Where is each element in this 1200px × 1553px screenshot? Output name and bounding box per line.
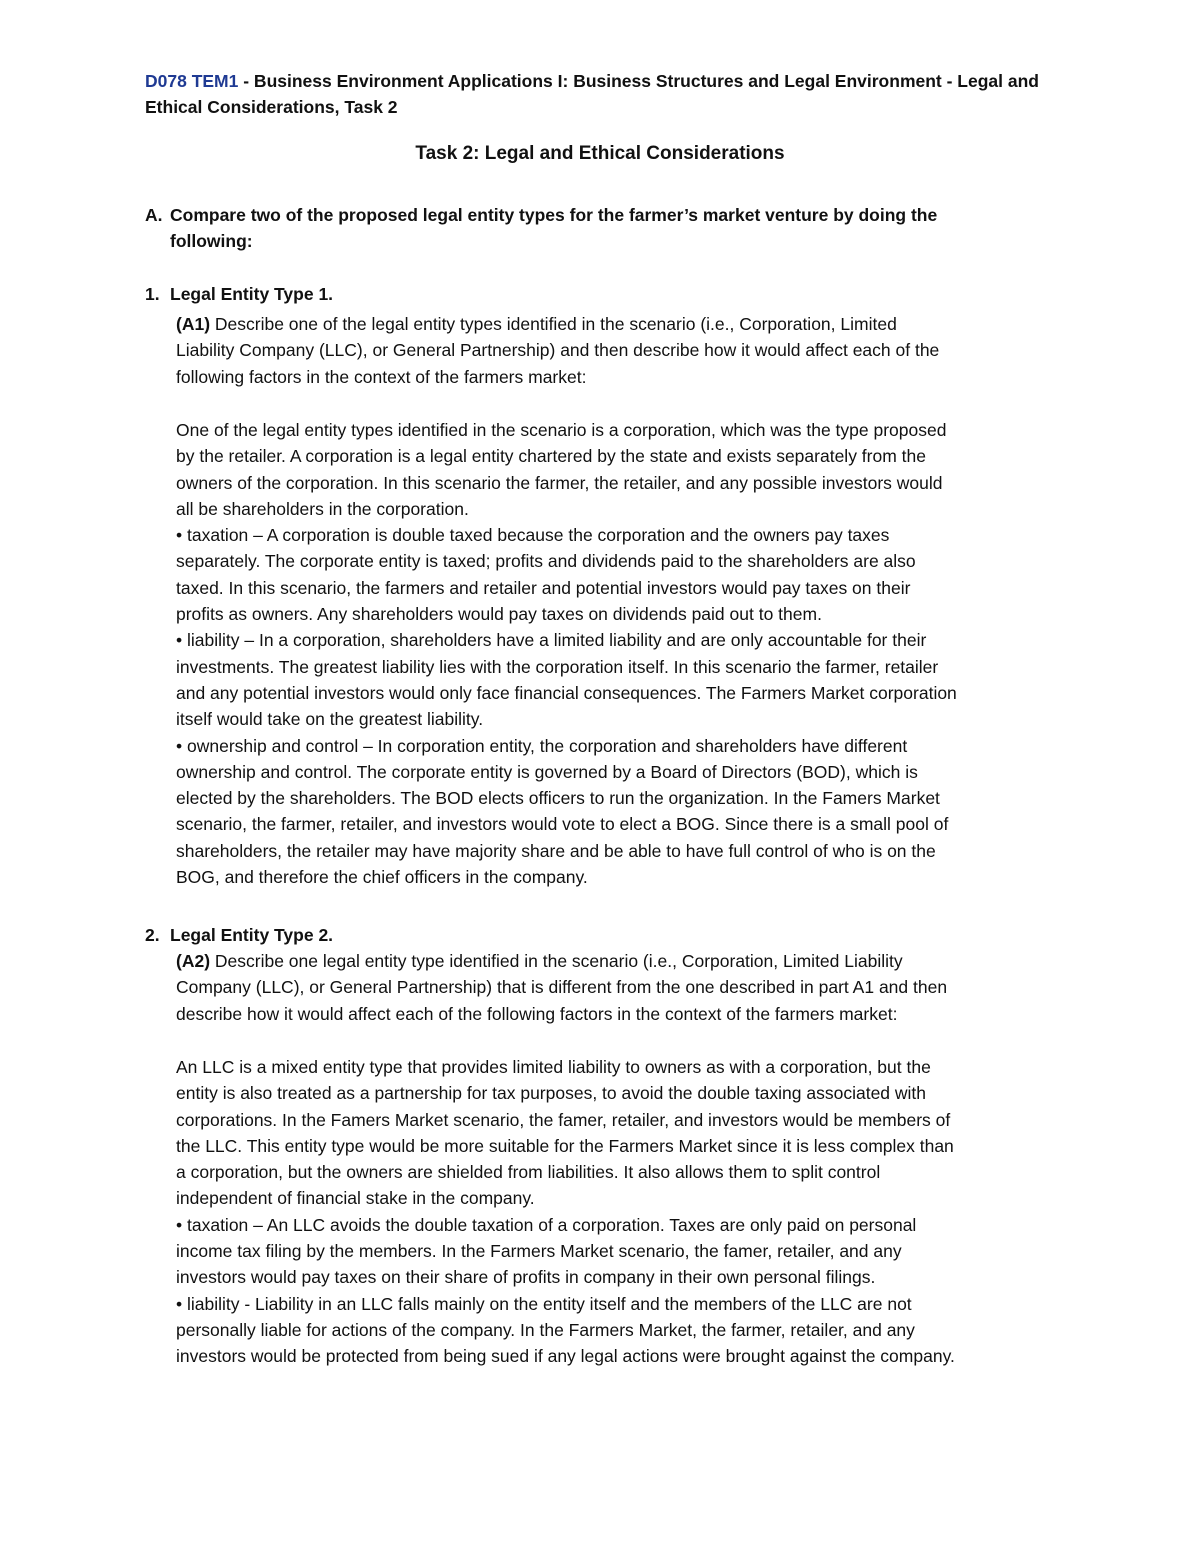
answer-line: and any potential investors would only face financial consequences. The Farmers Market corporation: [176, 682, 957, 703]
answer-line: • ownership and control – In corporation entity, the corporation and shareholders have different: [176, 735, 908, 756]
answer-line: separately. The corporate entity is taxed; profits and dividends paid to the shareholders are also: [176, 551, 916, 572]
answer-line: One of the legal entity types identified in the scenario is a corporation, which was the type proposed: [176, 420, 947, 440]
answer-line: investors would pay taxes on their share of profits in company in their own personal filings.: [176, 1267, 876, 1288]
answer-line: • taxation – An LLC avoids the double taxation of a corporation. Taxes are only paid on personal: [176, 1214, 917, 1235]
answer-line: scenario, the farmer, retailer, and investors would vote to elect a BOG. Since there is a small pool of: [176, 814, 949, 835]
answer-line: BOG, and therefore the chief officers in the company.: [176, 867, 588, 888]
entity-1-marker: 1.: [145, 284, 160, 304]
entity-2-answer: [176, 1054, 1076, 1370]
entity-1-prompt-line: Liability Company (LLC), or General Partnership) and then describe how it would affect each of the: [176, 340, 940, 361]
answer-line: investors would be protected from being sued if any legal actions were brought against the company.: [176, 1346, 955, 1367]
section-a-line-2: following:: [170, 231, 253, 251]
entity-1-prompt-line: Describe one of the legal entity types identified in the scenario (i.e., Corporation, Limited: [210, 314, 897, 334]
answer-line: investments. The greatest liability lies with the corporation itself. In this scenario the farmer, retailer: [176, 656, 939, 677]
answer-line: ownership and control. The corporate entity is governed by a Board of Directors (BOD), which is: [176, 761, 918, 782]
answer-line: profits as owners. Any shareholders would pay taxes on dividends paid out to them.: [176, 604, 822, 625]
entity-2-prompt: [176, 948, 1076, 1027]
answer-line: shareholders, the retailer may have majority share and be able to have full control of who is on the: [176, 840, 936, 861]
course-title: - Business Environment Applications I: Business Structures and Legal Environment - Legal and Ethical Considerations, Task 2: [145, 71, 1039, 117]
answer-line: personally liable for actions of the company. In the Farmers Market, the farmer, retailer, and any: [176, 1319, 915, 1340]
answer-line: owners of the corporation. In this scenario the farmer, the retailer, and any possible investors would: [176, 472, 943, 493]
course-code: D078 TEM1: [145, 71, 239, 91]
entity-1-prompt-tag: (A1): [176, 314, 211, 334]
section-a-line-1: Compare two of the proposed legal entity types for the farmer’s market venture by doing the: [170, 205, 938, 225]
answer-line: • liability – In a corporation, shareholders have a limited liability and are only accountable for their: [176, 630, 927, 651]
answer-line: corporations. In the Famers Market scenario, the famer, retailer, and investors would be members of: [176, 1109, 951, 1130]
entity-1-prompt-line: following factors in the context of the farmers market:: [176, 366, 587, 387]
answer-line: • taxation – A corporation is double taxed because the corporation and the owners pay taxes: [176, 525, 890, 546]
entity-2-marker: 2.: [145, 925, 160, 945]
entity-2-heading: [145, 925, 333, 946]
answer-line: An LLC is a mixed entity type that provides limited liability to owners as with a corporation, but the: [176, 1057, 931, 1077]
section-a-heading: [145, 202, 1045, 254]
answer-line: entity is also treated as a partnership for tax purposes, to avoid the double taxing associated with: [176, 1083, 927, 1104]
answer-line: a corporation, but the owners are shielded from liabilities. It also allows them to split control: [176, 1162, 881, 1183]
section-a-marker: A.: [145, 205, 163, 225]
answer-line: taxed. In this scenario, the farmers and retailer and potential investors would pay taxes on their: [176, 577, 911, 598]
entity-1-prompt: [176, 311, 1076, 390]
answer-line: independent of financial stake in the company.: [176, 1188, 535, 1209]
entity-2-prompt-line: Company (LLC), or General Partnership) that is different from the one described in part A1 and then: [176, 977, 948, 998]
answer-line: elected by the shareholders. The BOD elects officers to run the organization. In the Famers Market: [176, 788, 940, 809]
answer-line: itself would take on the greatest liability.: [176, 709, 484, 730]
entity-2-title: Legal Entity Type 2.: [170, 925, 334, 945]
entity-1-answer: [176, 417, 1076, 890]
answer-line: the LLC. This entity type would be more suitable for the Farmers Market since it is less complex than: [176, 1135, 954, 1156]
answer-line: by the retailer. A corporation is a legal entity chartered by the state and exists separately from the: [176, 446, 926, 467]
answer-line: all be shareholders in the corporation.: [176, 498, 469, 519]
entity-2-prompt-tag: (A2): [176, 951, 211, 971]
entity-1-title: Legal Entity Type 1.: [170, 284, 334, 304]
page-title: Task 2: Legal and Ethical Considerations: [415, 143, 785, 164]
entity-2-prompt-line: describe how it would affect each of the following factors in the context of the farmers market:: [176, 1003, 898, 1024]
entity-2-prompt-line: Describe one legal entity type identified in the scenario (i.e., Corporation, Limited Liability: [210, 951, 903, 971]
answer-line: • liability - Liability in an LLC falls mainly on the entity itself and the members of the LLC are not: [176, 1293, 912, 1314]
entity-1-heading: [145, 284, 333, 305]
document-header: [145, 68, 1065, 120]
answer-line: income tax filing by the members. In the Farmers Market scenario, the famer, retailer, and any: [176, 1241, 902, 1262]
